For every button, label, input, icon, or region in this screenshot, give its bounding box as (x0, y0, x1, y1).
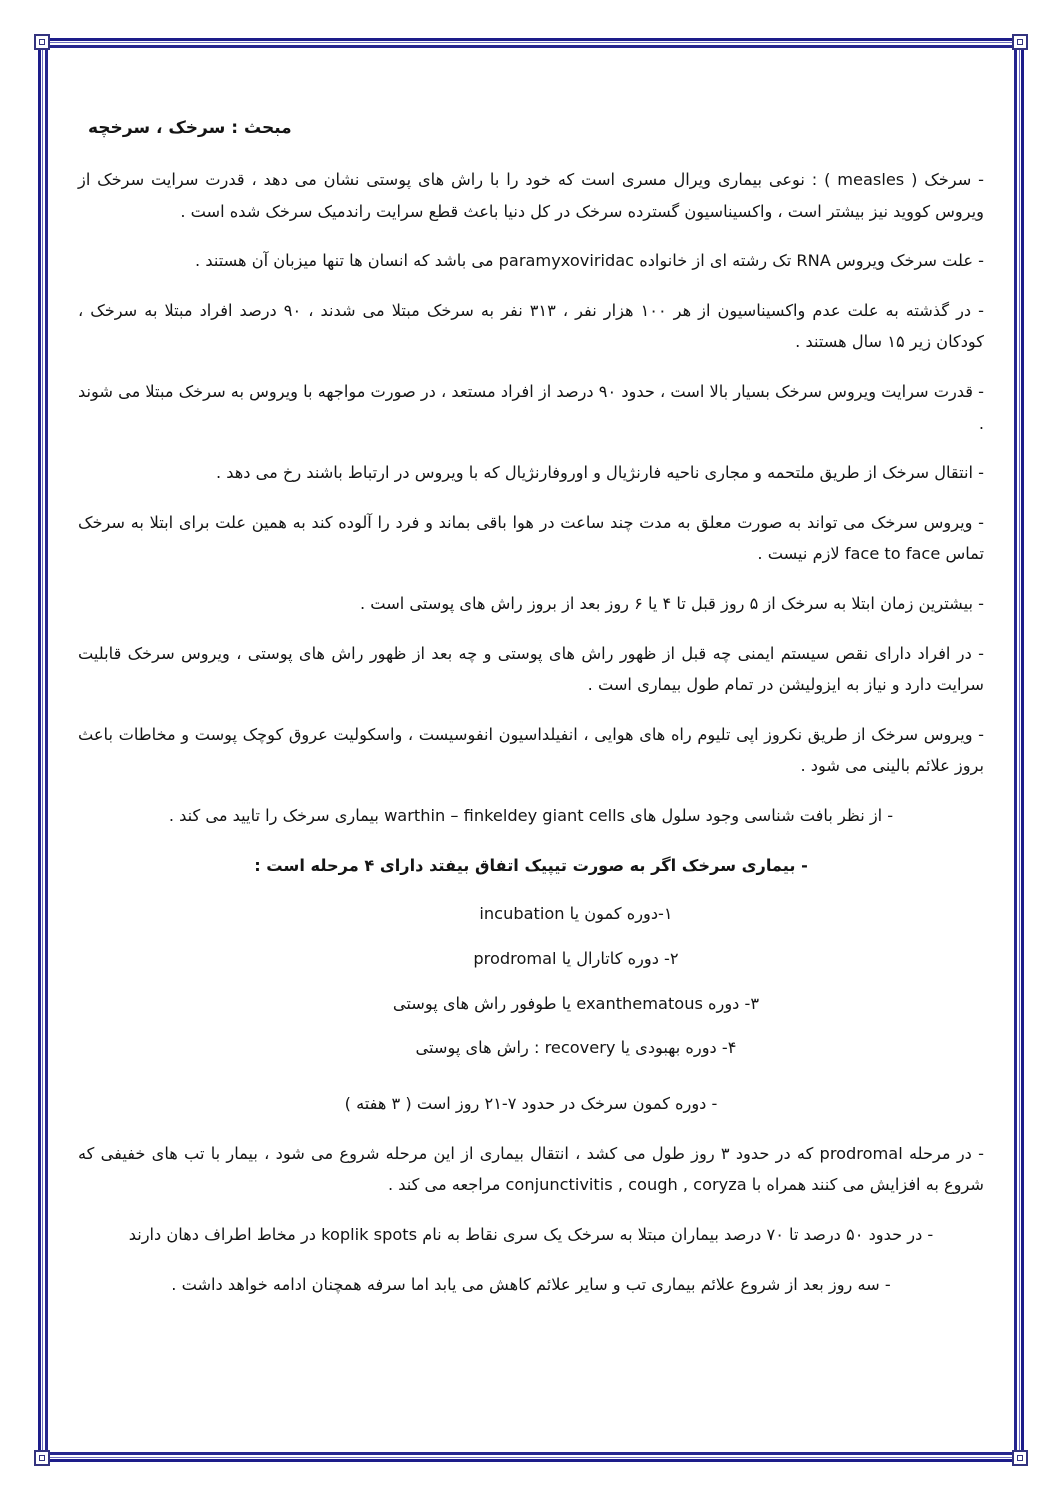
corner-ornament-bottom-left (34, 1450, 50, 1466)
paragraph-airborne-suspension: - ویروس سرخک می تواند به صورت معلق به مدت چند ساعت در هوا باقی بماند و فرد را آلوده کند به همین علت برای ابتلا به سرخک تماس face to face لازم نیست . (78, 512, 984, 564)
list-item-stage-exanthematous: ۳- دوره exanthematous یا طوفور راش های پوستی (392, 993, 760, 1013)
corner-ornament-top-left (34, 34, 50, 50)
page-title: مبحث : سرخک ، سرخچه (88, 118, 292, 138)
list-item-stage-recovery: ۴- دوره بهبودی یا recovery : راش های پوستی (415, 1038, 737, 1058)
paragraph-four-stages-heading: - بیماری سرخک اگر به صورت تیپیک اتفاق بیفتد دارای ۴ مرحله است : (254, 855, 808, 875)
corner-ornament-top-right (1012, 34, 1028, 50)
paragraph-pathogenesis: - ویروس سرخک از طریق نکروز اپی تلیوم راه های هوایی ، انفیلداسیون انفوسیست ، واسکولیت عروق کوچک پوست و مخاطات باعث بروز علائم بالینی می شود . (78, 724, 984, 776)
paragraph-histology-giant-cells: - از نظر بافت شناسی وجود سلول های warthin – finkeldey giant cells بیماری سرخک را تایید می کند . (168, 805, 894, 825)
paragraph-incubation-duration: - دوره کمون سرخک در حدود ۷-۲۱ روز است ( ۳ هفته ) (344, 1094, 718, 1114)
paragraph-virus-cause: - علت سرخک ویروس RNA تک رشته ای از خانواده paramyxoviridac می باشد که انسان ها تنها میزبان آن هستند . (195, 251, 984, 271)
paragraph-prodromal-symptoms: - در مرحله prodromal که در حدود ۳ روز طول می کشد ، انتقال بیماری از این مرحله شروع می شود ، بیمار با تب های خفیفی که شروع به افزایش می کنند همراه با conjunctivitis , cough , coryza مراجعه می کند . (78, 1143, 984, 1195)
list-item-stage-incubation: ۱-دوره کمون یا incubation (479, 904, 673, 924)
paragraph-koplik-spots: - در حدود ۵۰ درصد تا ۷۰ درصد بیماران مبتلا به سرخک یک سری نقاط به نام koplik spots در مخاط اطراف دهان دارند (128, 1225, 934, 1244)
paragraph-infectious-period: - بیشترین زمان ابتلا به سرخک از ۵ روز قبل تا ۴ یا ۶ روز بعد از بروز راش های پوستی است . (360, 593, 984, 613)
paragraph-measles-definition: - سرخک ( measles ) : نوعی بیماری ویرال مسری است که خود را با راش های پوستی نشان می دهد ، قدرت سرایت سرخک از ویروس کووید نیز بیشتر است ، واکسیناسیون گسترده سرخک در کل دنیا باعث قطع سرایت راندمیک سرخک شده است . (78, 170, 984, 221)
paragraph-vaccination-statistics: - در گذشته به علت عدم واکسیناسیون از هر ۱۰۰ هزار نفر ، ۳۱۳ نفر به سرخک مبتلا می شدند ، ۹۰ درصد افراد مبتلا به سرخک ، کودکان زیر ۱۵ سال هستند . (78, 300, 984, 352)
paragraph-transmissibility: - قدرت سرایت ویروس سرخک بسیار بالا است ، حدود ۹۰ درصد از افراد مستعد ، در صورت مواجهه با ویروس به سرخک مبتلا می شوند . (78, 381, 985, 433)
document-body (78, 118, 984, 1410)
paragraph-transmission-route: - انتقال سرخک از طریق ملتحمه و مجاری ناحیه فارنژیال و اوروفارنژیال که با ویروس در ارتباط باشند رخ می دهد . (215, 463, 984, 483)
corner-ornament-bottom-right (1012, 1450, 1028, 1466)
list-item-stage-prodromal: ۲- دوره کاتارال یا prodromal (473, 948, 679, 968)
paragraph-immunocompromised-isolation: - در افراد دارای نقص سیستم ایمنی چه قبل از ظهور راش های پوستی و چه بعد از ظهور راش های پوستی ، ویروس سرخک قابلیت سرایت دارد و نیاز به ایزولیشن در تمام طول بیماری است . (78, 643, 984, 695)
paragraph-symptom-resolution: - سه روز بعد از شروع علائم بیماری تب و سایر علائم کاهش می یابد اما سرفه همچنان ادامه خواهد داشت . (171, 1274, 891, 1294)
